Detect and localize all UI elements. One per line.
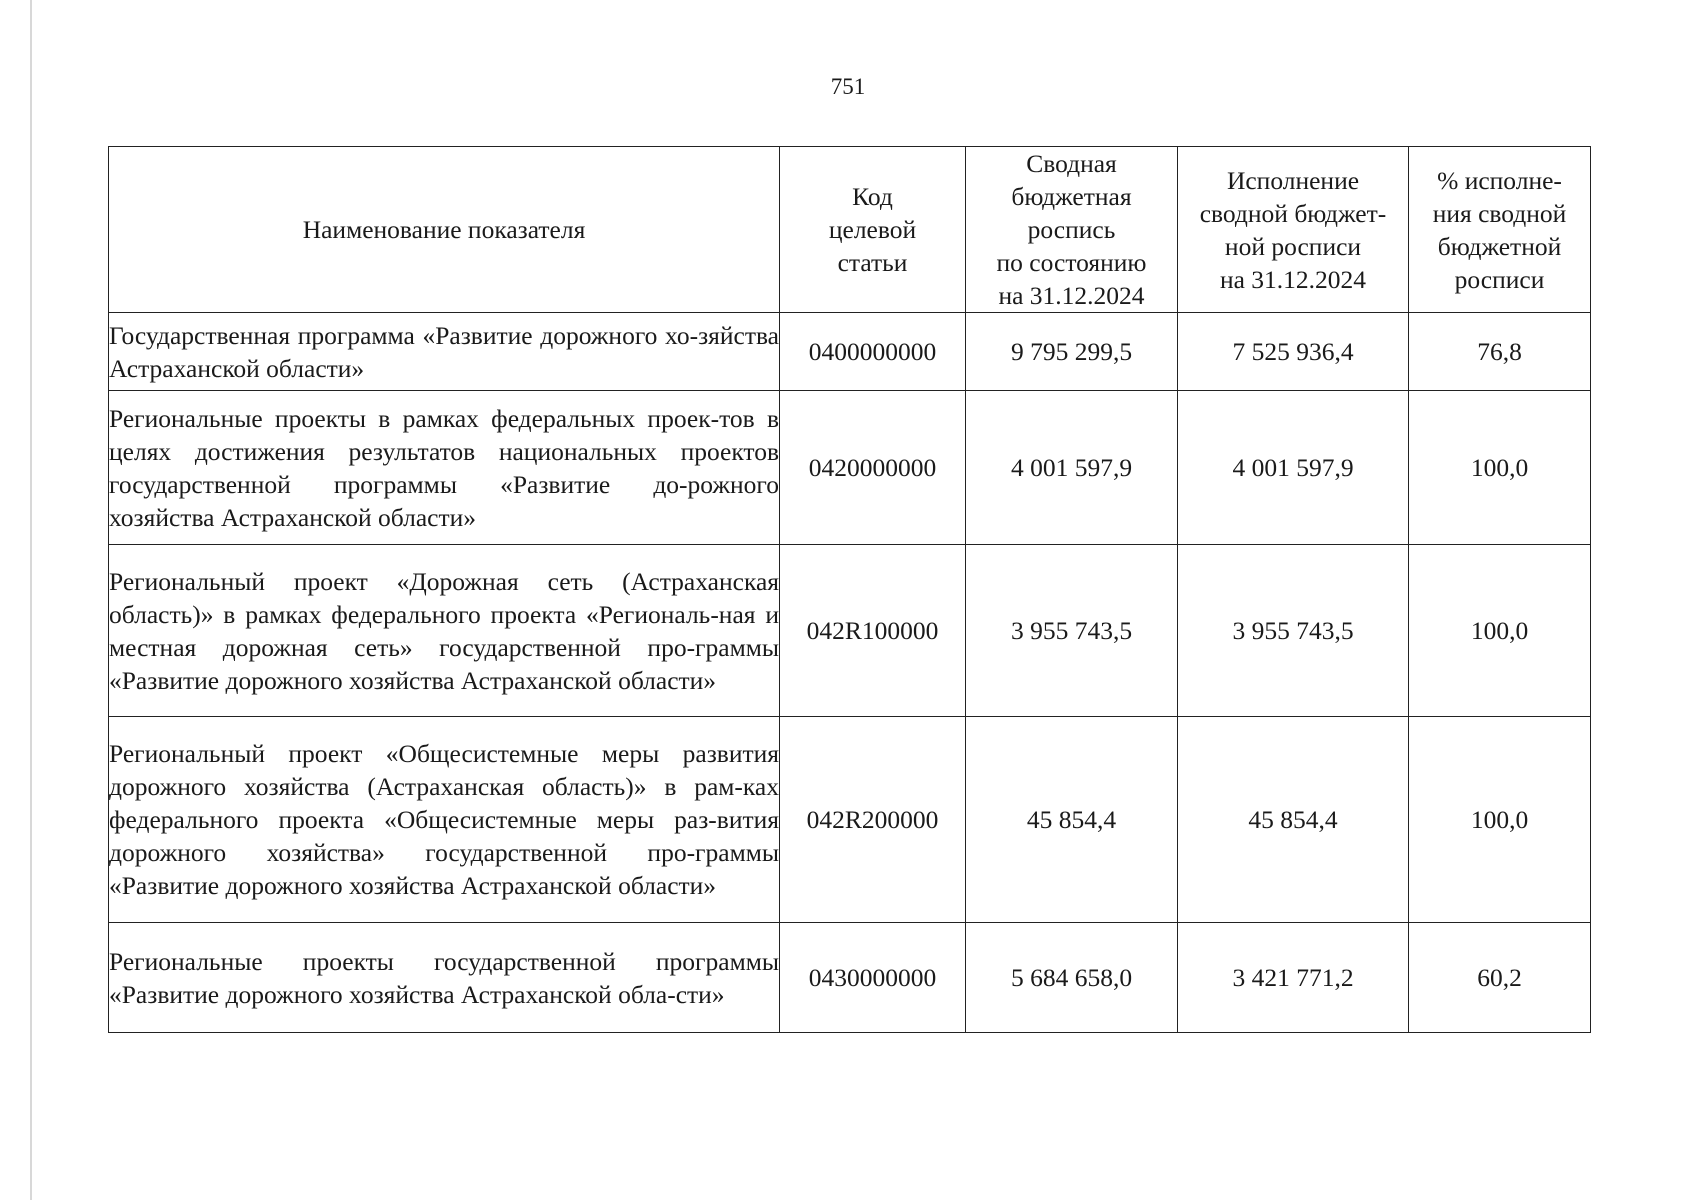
header-line: на 31.12.2024	[1219, 264, 1367, 294]
indicator-name-cell: Региональные проекты в рамках федеральных проек-тов в целях достижения результатов национальных проектов государственной программы «Развитие до-рожного хозяйства Астраханской области»	[109, 391, 780, 545]
page-number: 751	[830, 74, 866, 99]
header-line: целевой	[828, 215, 917, 244]
header-indicator-name: Наименование показателя	[109, 147, 780, 313]
execution-percent-cell: 60,2	[1409, 923, 1591, 1033]
table-row	[109, 717, 1591, 923]
header-line: бюджетная	[1011, 182, 1132, 211]
execution-percent-cell: 100,0	[1409, 717, 1591, 923]
budget-execution-cell: 3 955 743,5	[1178, 545, 1409, 717]
table-row	[109, 923, 1591, 1033]
target-code-cell: 042R200000	[780, 717, 966, 923]
indicator-name-cell: Региональный проект «Дорожная сеть (Астраханская область)» в рамках федерального проекта «Региональ-ная и местная дорожная сеть» государственной про-граммы «Развитие дорожного хозяйства Астраханской области»	[109, 545, 780, 717]
budget-plan-cell: 4 001 597,9	[966, 391, 1178, 545]
header-line: по состоянию	[996, 248, 1147, 277]
header-line: Сводная	[1026, 149, 1117, 178]
target-code-cell: 0400000000	[780, 313, 966, 391]
header-line: ния сводной	[1432, 198, 1567, 228]
budget-plan-cell: 9 795 299,5	[966, 313, 1178, 391]
header-line: сводной бюджет-	[1199, 198, 1387, 228]
execution-percent-cell: 76,8	[1409, 313, 1591, 391]
scan-edge-line	[30, 0, 32, 1200]
execution-percent-cell: 100,0	[1409, 545, 1591, 717]
budget-plan-cell: 45 854,4	[966, 717, 1178, 923]
execution-percent-cell: 100,0	[1409, 391, 1591, 545]
budget-execution-table	[108, 146, 1591, 1033]
header-line: % исполне-	[1437, 165, 1562, 195]
budget-execution-cell: 7 525 936,4	[1178, 313, 1409, 391]
header-execution-percent	[1409, 147, 1591, 313]
budget-execution-cell: 4 001 597,9	[1178, 391, 1409, 545]
budget-plan-cell: 3 955 743,5	[966, 545, 1178, 717]
budget-execution-cell: 45 854,4	[1178, 717, 1409, 923]
header-line: статьи	[837, 248, 908, 277]
indicator-name-cell: Региональный проект «Общесистемные меры развития дорожного хозяйства (Астраханская область)» в рам-ках федерального проекта «Общесистемные меры раз-вития дорожного хозяйства» государственной про-граммы «Развитие дорожного хозяйства Астраханской области»	[109, 717, 780, 923]
header-line: ной росписи	[1224, 231, 1362, 261]
header-line: Код	[852, 182, 893, 211]
header-budget-plan	[966, 147, 1178, 313]
target-code-cell: 0430000000	[780, 923, 966, 1033]
indicator-name-cell: Региональные проекты государственной программы «Развитие дорожного хозяйства Астраханской обла-сти»	[109, 923, 780, 1033]
header-line: на 31.12.2024	[998, 281, 1145, 310]
budget-plan-cell: 5 684 658,0	[966, 923, 1178, 1033]
header-line: Исполнение	[1226, 165, 1360, 195]
table-header-row	[109, 147, 1591, 313]
header-target-code	[780, 147, 966, 313]
target-code-cell: 0420000000	[780, 391, 966, 545]
indicator-name-cell: Государственная программа «Развитие дорожного хо-зяйства Астраханской области»	[109, 313, 780, 391]
header-line: роспись	[1027, 215, 1116, 244]
table-row	[109, 313, 1591, 391]
table-row	[109, 391, 1591, 545]
budget-execution-cell: 3 421 771,2	[1178, 923, 1409, 1033]
header-line: росписи	[1454, 264, 1545, 294]
target-code-cell: 042R100000	[780, 545, 966, 717]
header-budget-execution	[1178, 147, 1409, 313]
header-line: бюджетной	[1437, 231, 1562, 261]
table-row	[109, 545, 1591, 717]
